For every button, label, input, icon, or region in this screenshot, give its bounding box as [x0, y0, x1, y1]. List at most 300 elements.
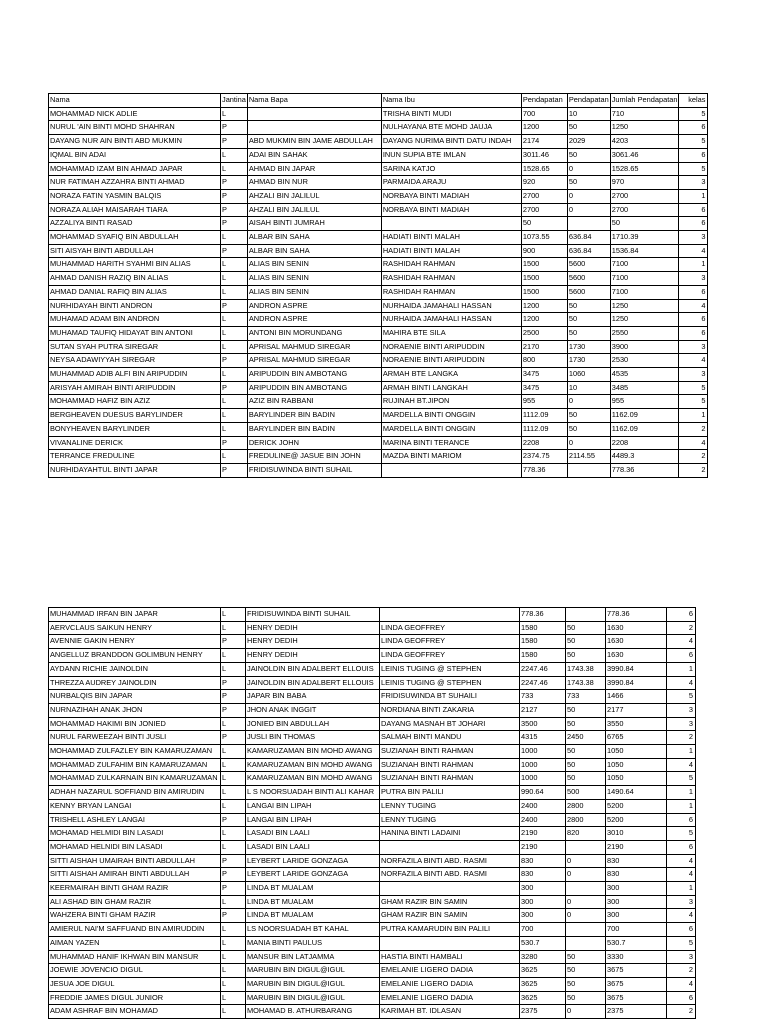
- cell-pendapatan-1: 990.64: [520, 786, 566, 800]
- cell-pendapatan-2: [566, 882, 606, 896]
- cell-kelas: 5: [667, 772, 696, 786]
- cell-jantina: P: [221, 436, 248, 450]
- cell-nama-ibu: NORDIANA BINTI ZAKARIA: [380, 703, 520, 717]
- cell-kelas: 6: [667, 991, 696, 1005]
- cell-nama-ibu: LENNY TUGING: [380, 799, 520, 813]
- cell-jantina: P: [221, 868, 246, 882]
- cell-nama: IQMAL BIN ADAI: [49, 148, 221, 162]
- table-row: [49, 964, 696, 978]
- cell-nama: MOHAMAD HELNIDI BIN LASADI: [49, 840, 221, 854]
- cell-nama: MOHAMMAD ZULKARNAIN BIN KAMARUZAMAN: [49, 772, 221, 786]
- student-table-1: [48, 93, 708, 478]
- cell-nama-bapa: ALBAR BIN SAHA: [247, 244, 381, 258]
- cell-nama-bapa: ALIAS BIN SENIN: [247, 285, 381, 299]
- cell-pendapatan-1: 733: [520, 690, 566, 704]
- cell-nama-ibu: PUTRA KAMARUDIN BIN PALILI: [380, 923, 520, 937]
- cell-kelas: 3: [679, 231, 708, 245]
- cell-pendapatan-2: 50: [567, 148, 610, 162]
- cell-nama-bapa: LINDA BT MUALAM: [246, 895, 380, 909]
- cell-pendapatan-2: 2800: [566, 813, 606, 827]
- cell-pendapatan-1: 1528.65: [521, 162, 567, 176]
- cell-nama-bapa: L S NOORSUADAH BINTI ALI KAHAR: [246, 786, 380, 800]
- cell-pendapatan-2: 50: [566, 635, 606, 649]
- table-row: [49, 231, 708, 245]
- table-row: [49, 895, 696, 909]
- cell-kelas: 4: [667, 868, 696, 882]
- cell-pendapatan-1: 3475: [521, 381, 567, 395]
- cell-nama: NURHIDAYAHTUL BINTI JAPAR: [49, 463, 221, 477]
- cell-kelas: 4: [667, 676, 696, 690]
- cell-nama: MOHAMMAD ZULFAZLEY BIN KAMARUZAMAN: [49, 745, 221, 759]
- cell-jantina: L: [221, 991, 246, 1005]
- cell-jantina: L: [221, 936, 246, 950]
- cell-nama-bapa: AISAH BINTI JUMRAH: [247, 217, 381, 231]
- cell-nama-ibu: EMELANIE LIGERO DADIA: [380, 977, 520, 991]
- cell-nama: NURHIDAYAH BINTI ANDRON: [49, 299, 221, 313]
- cell-nama: NURBALQIS BIN JAPAR: [49, 690, 221, 704]
- cell-pendapatan-1: 1500: [521, 272, 567, 286]
- cell-nama-ibu: SUZIANAH BINTI RAHMAN: [380, 772, 520, 786]
- table-row: [49, 882, 696, 896]
- cell-kelas: 3: [679, 176, 708, 190]
- cell-kelas: 3: [667, 703, 696, 717]
- table-row: [49, 745, 696, 759]
- cell-nama: KENNY BRYAN LANGAI: [49, 799, 221, 813]
- cell-jumlah: 1250: [610, 299, 679, 313]
- cell-nama: AERVCLAUS SAIKUN HENRY: [49, 621, 221, 635]
- cell-nama-ibu: TRISHA BINTI MUDI: [381, 107, 521, 121]
- table-row: [49, 272, 708, 286]
- cell-jantina: L: [221, 162, 248, 176]
- cell-nama-bapa: [247, 121, 381, 135]
- cell-nama-ibu: SARINA KATJO: [381, 162, 521, 176]
- cell-jantina: L: [221, 772, 246, 786]
- cell-jumlah: 3990.84: [606, 676, 667, 690]
- cell-kelas: 1: [667, 799, 696, 813]
- cell-jumlah: 2530: [610, 354, 679, 368]
- cell-jumlah: 778.36: [610, 463, 679, 477]
- cell-pendapatan-1: 900: [521, 244, 567, 258]
- cell-nama-bapa: LASADI BIN LAALI: [246, 827, 380, 841]
- table-row: [49, 395, 708, 409]
- cell-nama: JOEWIE JOVENCIO DIGUL: [49, 964, 221, 978]
- cell-pendapatan-1: 1200: [521, 313, 567, 327]
- cell-jumlah: 300: [606, 882, 667, 896]
- cell-jumlah: 6765: [606, 731, 667, 745]
- cell-pendapatan-1: 2400: [520, 813, 566, 827]
- cell-jantina: L: [221, 923, 246, 937]
- cell-jumlah: 1162.09: [610, 422, 679, 436]
- cell-pendapatan-1: 2174: [521, 135, 567, 149]
- table-row: [49, 463, 708, 477]
- cell-nama: ALI ASHAD BIN GHAM RAZIR: [49, 895, 221, 909]
- cell-jumlah: 5200: [606, 799, 667, 813]
- table-row: [49, 203, 708, 217]
- cell-pendapatan-1: 1580: [520, 649, 566, 663]
- cell-jantina: L: [221, 450, 248, 464]
- cell-pendapatan-1: 830: [520, 854, 566, 868]
- cell-pendapatan-2: [567, 217, 610, 231]
- cell-pendapatan-1: 3011.46: [521, 148, 567, 162]
- cell-kelas: 6: [679, 121, 708, 135]
- cell-pendapatan-1: 50: [521, 217, 567, 231]
- cell-jantina: L: [221, 758, 246, 772]
- cell-jantina: L: [221, 326, 248, 340]
- cell-nama-bapa: JONIED BIN ABDULLAH: [246, 717, 380, 731]
- cell-pendapatan-2: 0: [567, 162, 610, 176]
- cell-nama-ibu: [380, 936, 520, 950]
- cell-nama: ADAM ASHRAF BIN MOHAMAD: [49, 1005, 221, 1019]
- cell-pendapatan-2: [566, 608, 606, 622]
- table-row: [49, 244, 708, 258]
- cell-jantina: P: [221, 354, 248, 368]
- cell-nama: NURUL FARWEEZAH BINTI JUSLI: [49, 731, 221, 745]
- cell-nama-bapa: JAPAR BIN BABA: [246, 690, 380, 704]
- cell-nama-ibu: HASTIA BINTI HAMBALI: [380, 950, 520, 964]
- cell-kelas: 2: [679, 463, 708, 477]
- cell-nama-ibu: SALMAH BINTI MANDU: [380, 731, 520, 745]
- cell-kelas: 1: [667, 662, 696, 676]
- cell-jumlah: 1466: [606, 690, 667, 704]
- cell-kelas: 6: [667, 923, 696, 937]
- cell-jantina: P: [221, 882, 246, 896]
- table-row: [49, 313, 708, 327]
- cell-nama-bapa: ARIPUDDIN BIN AMBOTANG: [247, 368, 381, 382]
- cell-nama-bapa: ARIPUDDIN BIN AMBOTANG: [247, 381, 381, 395]
- cell-nama-bapa: MARUBIN BIN DIGUL@IGUL: [246, 991, 380, 1005]
- cell-nama-bapa: LANGAI BIN LIPAH: [246, 799, 380, 813]
- cell-pendapatan-2: 50: [567, 121, 610, 135]
- cell-pendapatan-1: 2190: [520, 840, 566, 854]
- cell-nama: MUHAMAD ADAM BIN ANDRON: [49, 313, 221, 327]
- cell-jantina: L: [221, 395, 248, 409]
- cell-nama-ibu: NULHAYANA BTE MOHD JAUJA: [381, 121, 521, 135]
- cell-nama: MOHAMMAD NICK ADLIE: [49, 107, 221, 121]
- cell-nama-ibu: INUN SUPIA BTE IMLAN: [381, 148, 521, 162]
- cell-pendapatan-2: 50: [567, 176, 610, 190]
- table-row: [49, 176, 708, 190]
- cell-kelas: 3: [667, 950, 696, 964]
- cell-kelas: 3: [667, 895, 696, 909]
- cell-pendapatan-2: 50: [566, 649, 606, 663]
- table-row: [49, 936, 696, 950]
- cell-pendapatan-1: 1000: [520, 745, 566, 759]
- cell-kelas: 6: [679, 217, 708, 231]
- cell-nama-ibu: GHAM RAZIR BIN SAMIN: [380, 909, 520, 923]
- cell-kelas: 1: [679, 258, 708, 272]
- cell-pendapatan-2: 50: [566, 717, 606, 731]
- cell-nama: ANGELLUZ BRANDDON GOLIMBUN HENRY: [49, 649, 221, 663]
- table-row: [49, 758, 696, 772]
- cell-pendapatan-1: 700: [521, 107, 567, 121]
- cell-nama: NURUL 'AIN BINTI MOHD SHAHRAN: [49, 121, 221, 135]
- cell-nama-ibu: NORBAYA BINTI MADIAH: [381, 189, 521, 203]
- cell-nama-ibu: LEINIS TUGING @ STEPHEN: [380, 676, 520, 690]
- cell-kelas: 6: [667, 813, 696, 827]
- cell-nama-ibu: MAHIRA BTE SILA: [381, 326, 521, 340]
- cell-nama: BONYHEAVEN BARYLINDER: [49, 422, 221, 436]
- table-row: [49, 950, 696, 964]
- cell-jumlah: 830: [606, 854, 667, 868]
- cell-jantina: P: [221, 909, 246, 923]
- cell-jumlah: 2700: [610, 189, 679, 203]
- table-row: [49, 326, 708, 340]
- cell-pendapatan-2: 50: [567, 422, 610, 436]
- cell-jumlah: 7100: [610, 285, 679, 299]
- cell-pendapatan-1: 530.7: [520, 936, 566, 950]
- cell-pendapatan-1: 1200: [521, 299, 567, 313]
- cell-nama-bapa: FREDULINE@ JASUE BIN JOHN: [247, 450, 381, 464]
- cell-jumlah: 3550: [606, 717, 667, 731]
- cell-nama-ibu: NORAENIE BINTI ARIPUDDIN: [381, 354, 521, 368]
- cell-kelas: 4: [679, 436, 708, 450]
- cell-jumlah: 778.36: [606, 608, 667, 622]
- cell-kelas: 1: [667, 786, 696, 800]
- table-row: [49, 162, 708, 176]
- cell-jumlah: 3061.46: [610, 148, 679, 162]
- cell-jumlah: 700: [606, 923, 667, 937]
- cell-nama-bapa: HENRY DEDIH: [246, 635, 380, 649]
- cell-jantina: L: [221, 608, 246, 622]
- cell-nama-ibu: NORBAYA BINTI MADIAH: [381, 203, 521, 217]
- table-row: [49, 409, 708, 423]
- cell-pendapatan-2: 0: [566, 868, 606, 882]
- table-row: [49, 703, 696, 717]
- cell-pendapatan-2: 50: [567, 409, 610, 423]
- cell-nama: NUR FATIMAH AZZAHRA BINTI AHMAD: [49, 176, 221, 190]
- cell-nama: AIMAN YAZEN: [49, 936, 221, 950]
- table-row: [49, 649, 696, 663]
- cell-nama-ibu: NURHAIDA JAMAHALI HASSAN: [381, 299, 521, 313]
- cell-pendapatan-2: 50: [566, 745, 606, 759]
- table-row: [49, 621, 696, 635]
- cell-nama-bapa: AHMAD BIN JAPAR: [247, 162, 381, 176]
- cell-jumlah: 2375: [606, 1005, 667, 1019]
- cell-pendapatan-1: 3280: [520, 950, 566, 964]
- cell-pendapatan-2: 50: [566, 964, 606, 978]
- cell-jumlah: 1536.84: [610, 244, 679, 258]
- cell-kelas: 5: [667, 936, 696, 950]
- cell-nama: MUHAMAD TAUFIQ HIDAYAT BIN ANTONI: [49, 326, 221, 340]
- cell-nama-ibu: [381, 463, 521, 477]
- cell-jumlah: 7100: [610, 272, 679, 286]
- cell-nama: AZZALIYA BINTI RASAD: [49, 217, 221, 231]
- cell-pendapatan-2: 2800: [566, 799, 606, 813]
- cell-nama-bapa: AZIZ BIN RABBANI: [247, 395, 381, 409]
- cell-pendapatan-2: 50: [566, 772, 606, 786]
- cell-jumlah: 300: [606, 895, 667, 909]
- cell-nama: MOHAMAD HELMIDI BIN LASADI: [49, 827, 221, 841]
- cell-nama: MUHAMMAD HARITH SYAHMI BIN ALIAS: [49, 258, 221, 272]
- student-table-2: [48, 607, 696, 1019]
- cell-jumlah: 970: [610, 176, 679, 190]
- cell-pendapatan-1: 2247.46: [520, 676, 566, 690]
- cell-pendapatan-1: 2190: [520, 827, 566, 841]
- cell-nama-bapa: ABD MUKMIN BIN JAME ABDULLAH: [247, 135, 381, 149]
- cell-nama-bapa: BARYLINDER BIN BADIN: [247, 409, 381, 423]
- cell-jantina: L: [221, 340, 248, 354]
- cell-jumlah: 3900: [610, 340, 679, 354]
- table-row: [49, 690, 696, 704]
- cell-jumlah: 7100: [610, 258, 679, 272]
- cell-pendapatan-2: [566, 936, 606, 950]
- cell-nama-ibu: RASHIDAH RAHMAN: [381, 285, 521, 299]
- cell-nama-bapa: AHMAD BIN NUR: [247, 176, 381, 190]
- cell-kelas: 4: [667, 635, 696, 649]
- cell-pendapatan-2: 500: [566, 786, 606, 800]
- cell-jantina: P: [221, 203, 248, 217]
- cell-pendapatan-1: 1073.55: [521, 231, 567, 245]
- table-row: [49, 217, 708, 231]
- cell-jumlah: 1710.39: [610, 231, 679, 245]
- cell-nama-bapa: FRIDISUWINDA BINTI SUHAIL: [246, 608, 380, 622]
- cell-jantina: L: [221, 745, 246, 759]
- cell-nama-bapa: DERICK JOHN: [247, 436, 381, 450]
- cell-nama-ibu: GHAM RAZIR BIN SAMIN: [380, 895, 520, 909]
- cell-nama-bapa: JHON ANAK INGGIT: [246, 703, 380, 717]
- cell-pendapatan-2: 636.84: [567, 231, 610, 245]
- cell-pendapatan-1: 2374.75: [521, 450, 567, 464]
- cell-nama-ibu: [381, 217, 521, 231]
- cell-pendapatan-1: 300: [520, 882, 566, 896]
- table-row: [49, 977, 696, 991]
- cell-pendapatan-1: 1112.09: [521, 409, 567, 423]
- cell-pendapatan-1: 1500: [521, 285, 567, 299]
- cell-kelas: 6: [667, 649, 696, 663]
- cell-nama-bapa: ANTONI BIN MORUNDANG: [247, 326, 381, 340]
- cell-nama: VIVANALINE DERICK: [49, 436, 221, 450]
- table-row: [49, 676, 696, 690]
- cell-nama-ibu: EMELANIE LIGERO DADIA: [380, 991, 520, 1005]
- cell-nama-bapa: JUSLI BIN THOMAS: [246, 731, 380, 745]
- cell-kelas: 4: [667, 977, 696, 991]
- cell-kelas: 2: [679, 450, 708, 464]
- cell-nama-bapa: MANSUR BIN LATJAMMA: [246, 950, 380, 964]
- cell-jumlah: 50: [610, 217, 679, 231]
- table-row: [49, 662, 696, 676]
- cell-nama-bapa: LINDA BT MUALAM: [246, 882, 380, 896]
- cell-kelas: 2: [679, 422, 708, 436]
- cell-jantina: L: [221, 368, 248, 382]
- cell-jumlah: 3330: [606, 950, 667, 964]
- cell-pendapatan-1: 3625: [520, 964, 566, 978]
- cell-pendapatan-2: 10: [567, 107, 610, 121]
- cell-pendapatan-1: 3475: [521, 368, 567, 382]
- table-row: [49, 786, 696, 800]
- cell-kelas: 5: [667, 827, 696, 841]
- cell-pendapatan-1: 1112.09: [521, 422, 567, 436]
- cell-nama-ibu: ARMAH BTE LANGKA: [381, 368, 521, 382]
- cell-nama-ibu: LENNY TUGING: [380, 813, 520, 827]
- cell-pendapatan-2: 50: [566, 621, 606, 635]
- cell-jumlah: 2177: [606, 703, 667, 717]
- cell-jantina: L: [221, 799, 246, 813]
- cell-jantina: P: [221, 813, 246, 827]
- table-row: [49, 381, 708, 395]
- cell-jantina: L: [221, 895, 246, 909]
- cell-nama-ibu: NORAENIE BINTI ARIPUDDIN: [381, 340, 521, 354]
- cell-jumlah: 830: [606, 868, 667, 882]
- cell-pendapatan-2: 50: [566, 703, 606, 717]
- cell-jantina: L: [221, 231, 248, 245]
- cell-nama-bapa: HENRY DEDIH: [246, 621, 380, 635]
- cell-pendapatan-1: 778.36: [521, 463, 567, 477]
- cell-kelas: 6: [679, 313, 708, 327]
- table-row: [49, 107, 708, 121]
- cell-nama-ibu: MARDELLA BINTI ONGGIN: [381, 409, 521, 423]
- cell-kelas: 4: [667, 909, 696, 923]
- cell-nama: AMIERUL NAI'M SAFFUAND BIN AMIRUDDIN: [49, 923, 221, 937]
- cell-pendapatan-2: [566, 923, 606, 937]
- cell-jantina: L: [221, 827, 246, 841]
- cell-jumlah: 530.7: [606, 936, 667, 950]
- cell-nama: SITTI AISHAH AMIRAH BINTI ABDULLAH: [49, 868, 221, 882]
- cell-nama-bapa: HENRY DEDIH: [246, 649, 380, 663]
- cell-pendapatan-2: 2029: [567, 135, 610, 149]
- cell-nama: MOHAMMAD IZAM BIN AHMAD JAPAR: [49, 162, 221, 176]
- header-nama-bapa: Nama Bapa: [247, 94, 381, 108]
- table-row: [49, 854, 696, 868]
- cell-jumlah: 3485: [610, 381, 679, 395]
- cell-jantina: L: [221, 258, 248, 272]
- cell-nama: AVENNIE GAKIN HENRY: [49, 635, 221, 649]
- table-row: [49, 189, 708, 203]
- cell-nama-ibu: [380, 882, 520, 896]
- cell-jumlah: 5200: [606, 813, 667, 827]
- cell-nama-ibu: HADIATI BINTI MALAH: [381, 231, 521, 245]
- cell-nama: MOHAMMAD SYAFIQ BIN ABDULLAH: [49, 231, 221, 245]
- cell-jumlah: 2700: [610, 203, 679, 217]
- cell-nama: WAHZERA BINTI GHAM RAZIR: [49, 909, 221, 923]
- header-row: [49, 94, 708, 108]
- cell-jumlah: 2550: [610, 326, 679, 340]
- cell-kelas: 6: [679, 203, 708, 217]
- cell-jantina: P: [221, 121, 248, 135]
- cell-pendapatan-2: 50: [566, 991, 606, 1005]
- table-row: [49, 827, 696, 841]
- cell-nama-bapa: KAMARUZAMAN BIN MOHD AWANG: [246, 772, 380, 786]
- cell-jantina: P: [221, 299, 248, 313]
- cell-nama-ibu: NURHAIDA JAMAHALI HASSAN: [381, 313, 521, 327]
- cell-pendapatan-1: 1200: [521, 121, 567, 135]
- cell-jumlah: 4535: [610, 368, 679, 382]
- cell-kelas: 5: [679, 162, 708, 176]
- table-row: [49, 436, 708, 450]
- cell-nama: MUHAMMAD IRFAN BIN JAPAR: [49, 608, 221, 622]
- cell-jantina: P: [221, 463, 248, 477]
- cell-jantina: L: [221, 840, 246, 854]
- cell-nama: SUTAN SYAH PUTRA SIREGAR: [49, 340, 221, 354]
- cell-nama: THREZZA AUDREY JAINOLDIN: [49, 676, 221, 690]
- cell-pendapatan-1: 920: [521, 176, 567, 190]
- cell-kelas: 1: [679, 189, 708, 203]
- cell-nama-ibu: NORFAZILA BINTI ABD. RASMI: [380, 868, 520, 882]
- cell-jumlah: 1630: [606, 635, 667, 649]
- cell-jantina: L: [221, 285, 248, 299]
- cell-nama-ibu: SUZIANAH BINTI RAHMAN: [380, 745, 520, 759]
- cell-nama: JESUA JOE DIGUL: [49, 977, 221, 991]
- cell-jantina: L: [221, 662, 246, 676]
- cell-jantina: P: [221, 854, 246, 868]
- cell-nama-bapa: AHZALI BIN JALILUL: [247, 203, 381, 217]
- header-jumlah: Jumlah Pendapatan: [610, 94, 679, 108]
- cell-pendapatan-1: 2400: [520, 799, 566, 813]
- cell-nama: AHMAD DANIAL RAFIQ BIN ALIAS: [49, 285, 221, 299]
- cell-jantina: L: [221, 148, 248, 162]
- cell-kelas: 6: [667, 840, 696, 854]
- cell-jumlah: 4489.3: [610, 450, 679, 464]
- cell-nama-ibu: LINDA GEOFFREY: [380, 635, 520, 649]
